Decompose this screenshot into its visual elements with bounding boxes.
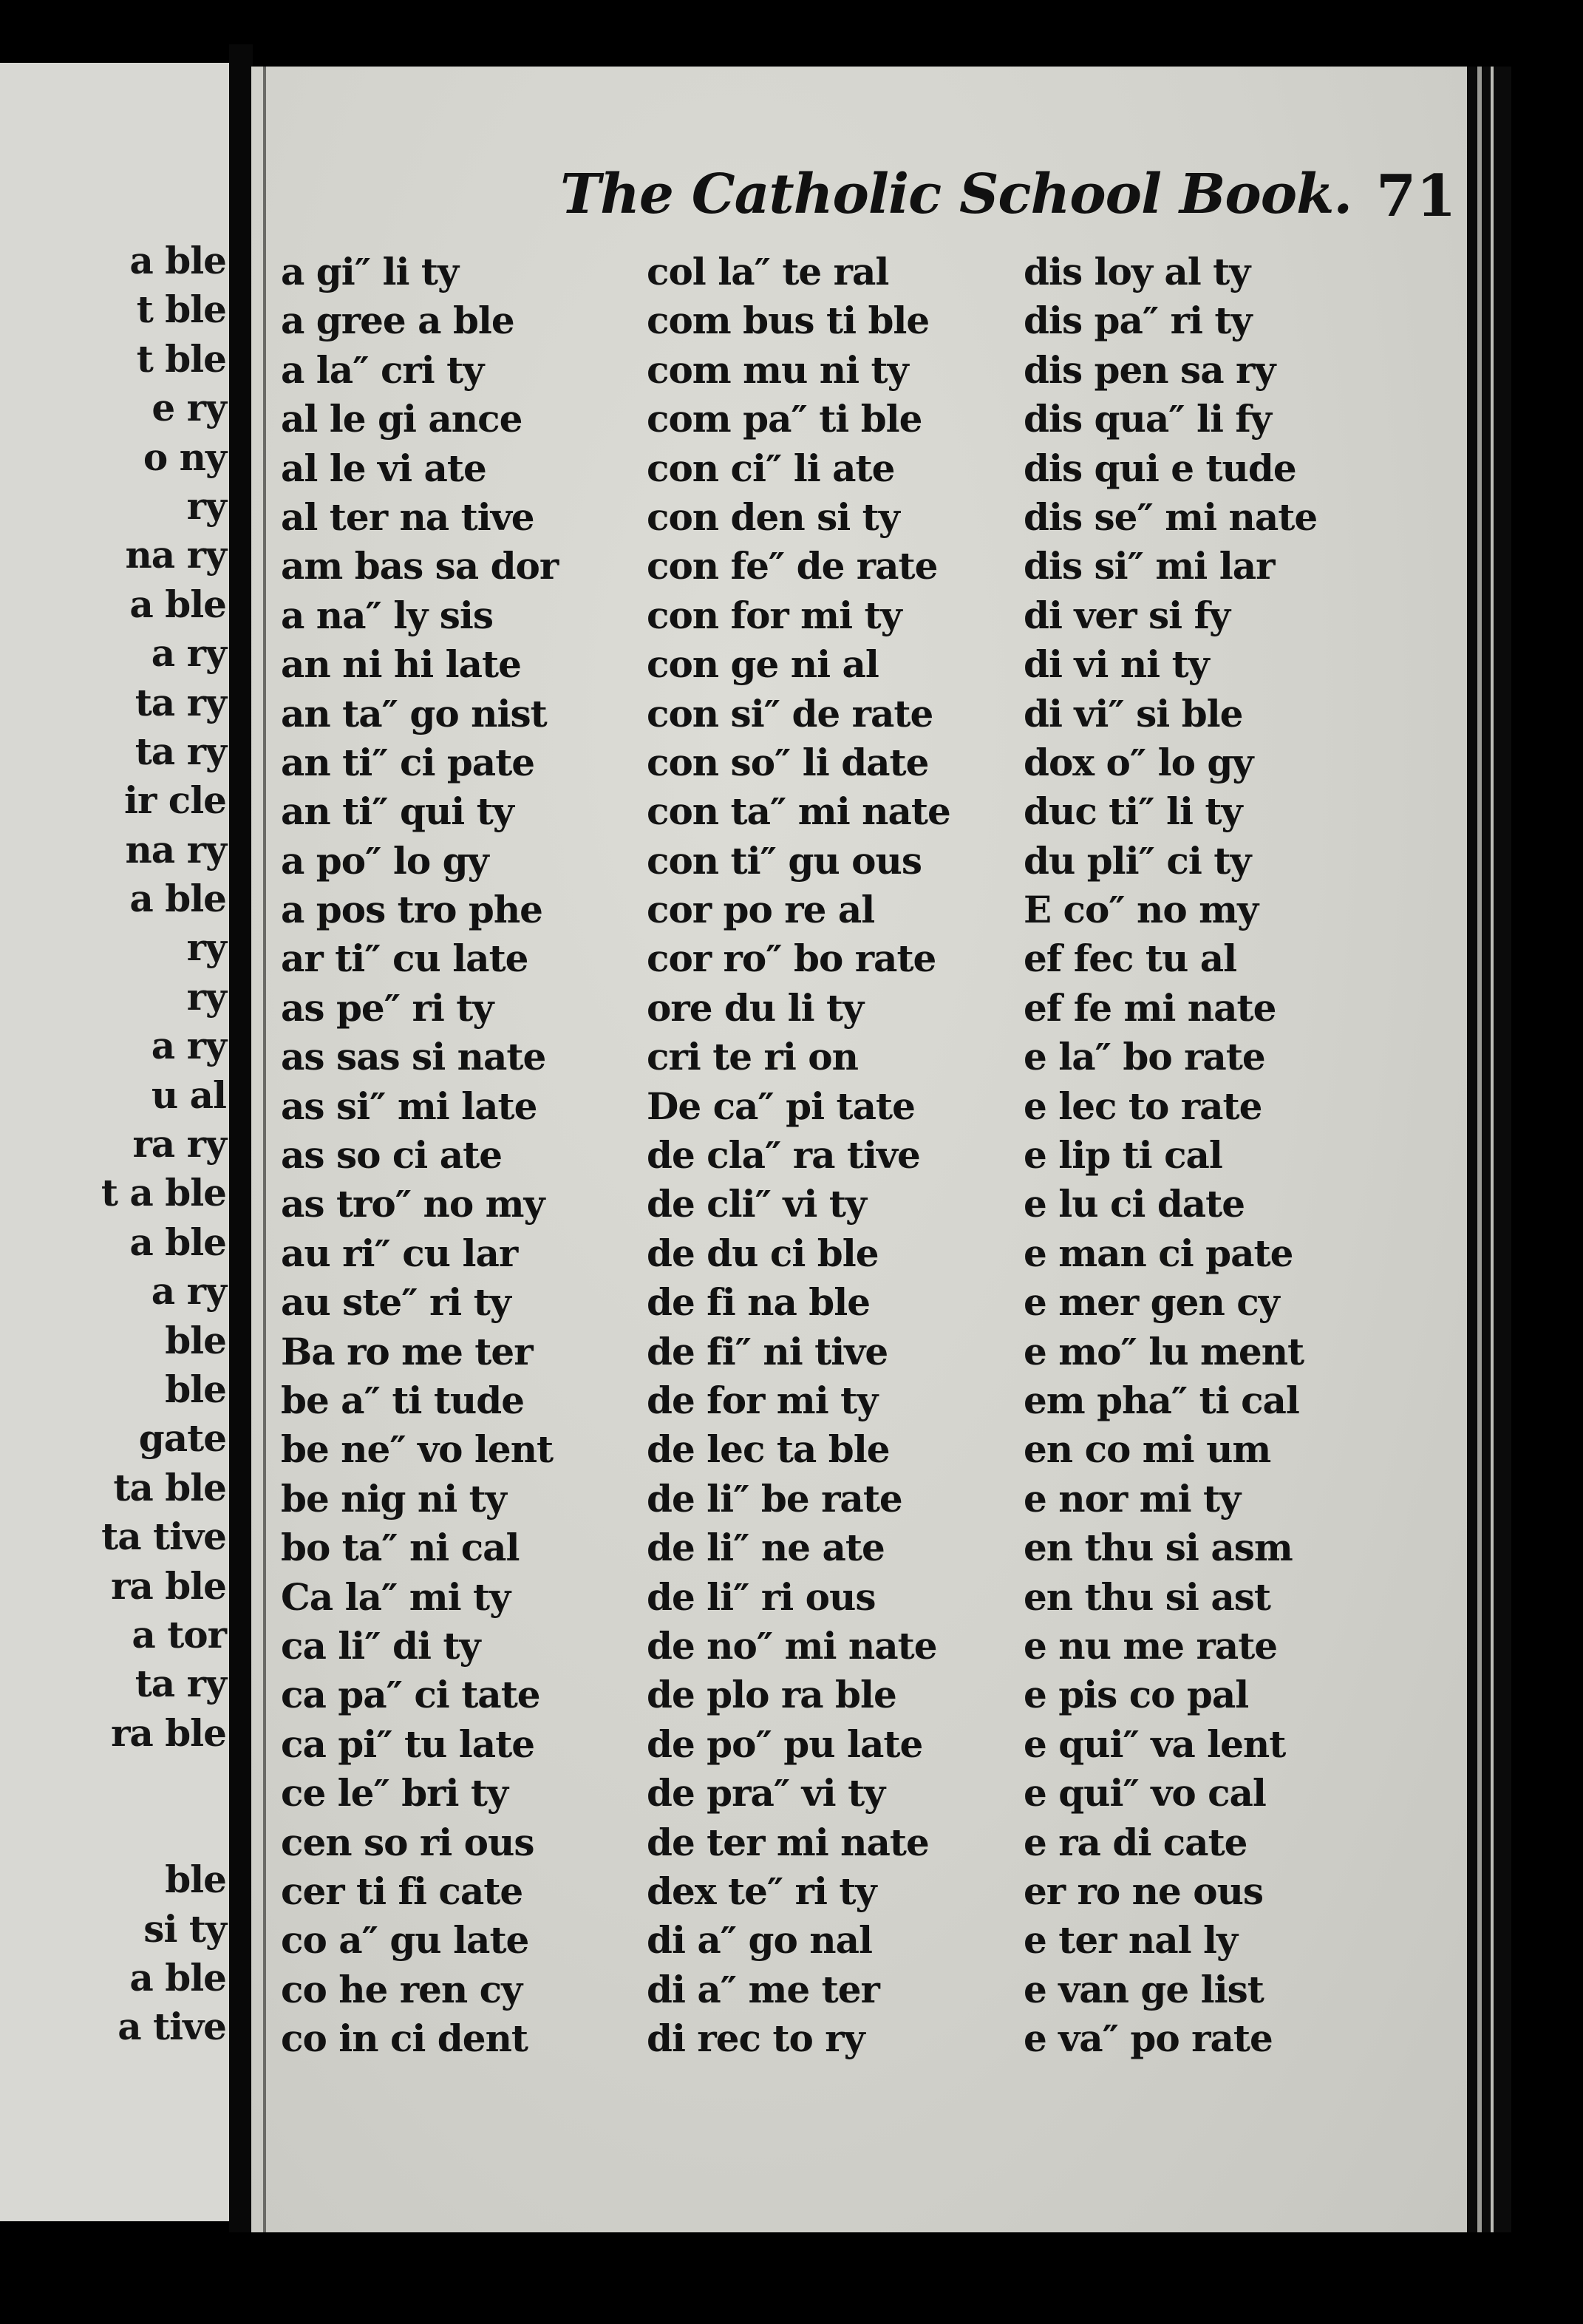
- page-edge-strip-outer: [1491, 67, 1494, 2232]
- word-line: a gi″ li ty: [281, 250, 459, 293]
- word-line: ra ble: [111, 1563, 226, 1608]
- word-line: de cli″ vi ty: [647, 1182, 866, 1226]
- word-line: a ble: [129, 1220, 226, 1264]
- word-line: di a″ me ter: [647, 1967, 879, 2011]
- word-line: de lec ta ble: [647, 1427, 890, 1472]
- word-line: du pli″ ci ty: [1024, 838, 1251, 883]
- word-line: ta ry: [135, 680, 226, 724]
- word-line: e mer gen cy: [1024, 1280, 1279, 1325]
- word-line: al ter na tive: [281, 495, 534, 539]
- word-line: ble: [165, 1367, 226, 1411]
- word-line: com bus ti ble: [647, 299, 930, 343]
- word-line: de plo ra ble: [647, 1673, 896, 1717]
- word-line: ry: [186, 974, 226, 1019]
- word-line: dis pen sa ry: [1024, 347, 1276, 392]
- word-line: e van ge list: [1024, 1967, 1264, 2011]
- word-line: e lec to rate: [1024, 1084, 1262, 1128]
- word-line: au ste″ ri ty: [281, 1280, 511, 1325]
- word-line: dis qui e tude: [1024, 446, 1296, 490]
- left-page-blank-gap: [0, 1758, 226, 1855]
- word-line: na ry: [125, 533, 226, 577]
- word-line: a ble: [129, 239, 226, 282]
- word-line: a tor: [132, 1612, 226, 1657]
- word-line: t ble: [136, 288, 226, 332]
- word-line: ef fec tu al: [1024, 937, 1237, 981]
- word-line: ry: [186, 925, 226, 970]
- word-line: e la″ bo rate: [1024, 1035, 1265, 1079]
- word-line: con ge ni al: [647, 642, 879, 687]
- word-line: am bas sa dor: [281, 544, 559, 588]
- word-line: as so ci ate: [281, 1133, 503, 1178]
- word-line: gate: [138, 1416, 226, 1461]
- word-line: ce le″ bri ty: [281, 1771, 508, 1815]
- word-line: bo ta″ ni cal: [281, 1526, 520, 1570]
- word-line: di vi″ si ble: [1024, 691, 1243, 735]
- word-line: en thu si ast: [1024, 1574, 1270, 1619]
- word-line: si ty: [143, 1906, 226, 1951]
- word-line: ta ble: [113, 1465, 226, 1509]
- word-column-3: [1024, 248, 1317, 2063]
- word-line: an ti″ qui ty: [281, 789, 514, 834]
- word-line: as si″ mi late: [281, 1084, 537, 1128]
- word-line: co he ren cy: [281, 1967, 522, 2011]
- word-line: ca pa″ ci tate: [281, 1673, 540, 1717]
- left-page-lines-bottom: [0, 1855, 226, 2052]
- word-line: ca li″ di ty: [281, 1623, 480, 1668]
- word-line: a ry: [151, 631, 226, 676]
- word-line: al le vi ate: [281, 446, 486, 490]
- word-line: dex te″ ri ty: [647, 1869, 876, 1913]
- word-line: as sas si nate: [281, 1035, 546, 1079]
- word-line: ta ry: [135, 729, 226, 773]
- word-line: De ca″ pi tate: [647, 1084, 915, 1128]
- word-line: e man ci pate: [1024, 1231, 1293, 1275]
- word-line: de no″ mi nate: [647, 1623, 937, 1668]
- word-line: as pe″ ri ty: [281, 985, 494, 1030]
- word-line: e mo″ lu ment: [1024, 1329, 1304, 1373]
- word-line: de for mi ty: [647, 1378, 878, 1422]
- word-line: a ble: [129, 582, 226, 626]
- word-line: e ra di cate: [1024, 1820, 1247, 1864]
- word-line: cor ro″ bo rate: [647, 937, 936, 981]
- word-line: con ci″ li ate: [647, 446, 895, 490]
- word-line: de fi″ ni tive: [647, 1329, 888, 1373]
- word-column-2: [647, 248, 950, 2063]
- word-line: dis loy al ty: [1024, 250, 1250, 293]
- word-line: ra ry: [132, 1122, 226, 1166]
- page-header: [251, 163, 1467, 251]
- word-line: au ri″ cu lar: [281, 1231, 518, 1275]
- page-edge-strip: [1477, 67, 1482, 2232]
- word-line: cer ti fi cate: [281, 1869, 523, 1913]
- word-line: e qui″ vo cal: [1024, 1771, 1266, 1815]
- word-line: de du ci ble: [647, 1231, 879, 1275]
- word-line: ca pi″ tu late: [281, 1722, 535, 1766]
- word-line: en co mi um: [1024, 1427, 1271, 1472]
- word-line: dis si″ mi lar: [1024, 544, 1275, 588]
- word-line: o ny: [143, 435, 226, 479]
- word-line: be ne″ vo lent: [281, 1427, 554, 1472]
- word-line: com mu ni ty: [647, 347, 908, 392]
- word-line: di ver si fy: [1024, 593, 1230, 637]
- word-line: em pha″ ti cal: [1024, 1378, 1299, 1422]
- word-line: E co″ no my: [1024, 888, 1259, 932]
- word-line: t ble: [136, 336, 226, 381]
- word-line: Ba ro me ter: [281, 1329, 533, 1373]
- word-line: ry: [186, 483, 226, 528]
- word-line: de li″ be rate: [647, 1476, 902, 1521]
- word-line: ore du li ty: [647, 985, 864, 1030]
- word-line: an ni hi late: [281, 642, 521, 687]
- word-line: cri te ri on: [647, 1035, 858, 1079]
- word-line: ta tive: [101, 1515, 226, 1559]
- word-line: duc ti″ li ty: [1024, 789, 1242, 834]
- word-line: en thu si asm: [1024, 1526, 1293, 1570]
- word-line: con fe″ de rate: [647, 544, 938, 588]
- word-line: di vi ni ty: [1024, 642, 1209, 687]
- word-line: con for mi ty: [647, 593, 902, 637]
- word-line: ef fe mi nate: [1024, 985, 1276, 1030]
- word-line: ble: [165, 1318, 226, 1362]
- word-line: di a″ go nal: [647, 1918, 872, 1963]
- word-line: e ry: [152, 386, 226, 430]
- left-page-fragment: [0, 63, 229, 2221]
- word-line: con ti″ gu ous: [647, 838, 922, 883]
- word-line: cor po re al: [647, 888, 875, 932]
- word-line: a gree a ble: [281, 299, 514, 343]
- word-line: a ble: [129, 877, 226, 921]
- word-line: ta ry: [135, 1662, 226, 1706]
- word-line: con den si ty: [647, 495, 899, 539]
- word-line: co a″ gu late: [281, 1918, 529, 1963]
- word-line: dis qua″ li fy: [1024, 397, 1271, 441]
- word-line: de pra″ vi ty: [647, 1771, 885, 1815]
- word-column-1: [281, 248, 558, 2063]
- word-line: e nor mi ty: [1024, 1476, 1241, 1521]
- running-title: The Catholic School Book.: [560, 163, 1352, 226]
- word-line: con ta″ mi nate: [647, 789, 950, 834]
- word-line: con so″ li date: [647, 740, 929, 784]
- word-line: a ry: [151, 1024, 226, 1068]
- word-line: an ti″ ci pate: [281, 740, 535, 784]
- left-page-text-column: [0, 237, 226, 2052]
- word-line: dis se″ mi nate: [1024, 495, 1318, 539]
- word-line: a la″ cri ty: [281, 347, 484, 392]
- word-line: ble: [165, 1858, 226, 1902]
- word-line: a ry: [151, 1269, 226, 1314]
- word-line: e ter nal ly: [1024, 1918, 1238, 1963]
- left-page-lines-top: [0, 237, 226, 1758]
- word-line: a na″ ly sis: [281, 593, 494, 637]
- word-line: er ro ne ous: [1024, 1869, 1264, 1913]
- page-gutter: [229, 44, 253, 2232]
- word-line: an ta″ go nist: [281, 691, 547, 735]
- word-line: a pos tro phe: [281, 888, 542, 932]
- word-line: dox o″ lo gy: [1024, 740, 1253, 784]
- word-line: de po″ pu late: [647, 1722, 923, 1766]
- word-line: con si″ de rate: [647, 691, 933, 735]
- page-inner-rule: [263, 67, 266, 2232]
- word-line: e va″ po rate: [1024, 2016, 1273, 2061]
- word-line: be nig ni ty: [281, 1476, 506, 1521]
- main-page: [251, 67, 1467, 2232]
- word-line: t a ble: [101, 1171, 226, 1215]
- word-line: e lu ci date: [1024, 1182, 1245, 1226]
- word-line: cen so ri ous: [281, 1820, 534, 1864]
- word-line: de li″ ri ous: [647, 1574, 876, 1619]
- word-line: de fi na ble: [647, 1280, 871, 1325]
- word-line: de li″ ne ate: [647, 1526, 885, 1570]
- word-line: e pis co pal: [1024, 1673, 1249, 1717]
- word-line: co in ci dent: [281, 2016, 528, 2061]
- word-line: a po″ lo gy: [281, 838, 488, 883]
- word-line: e qui″ va lent: [1024, 1722, 1286, 1766]
- word-line: a tive: [118, 2005, 226, 2049]
- word-line: Ca la″ mi ty: [281, 1574, 511, 1619]
- word-line: a ble: [129, 1955, 226, 1999]
- word-line: dis pa″ ri ty: [1024, 299, 1252, 343]
- word-line: u al: [151, 1073, 226, 1117]
- page-number: 71: [1376, 163, 1457, 230]
- word-line: be a″ ti tude: [281, 1378, 525, 1422]
- word-line: de cla″ ra tive: [647, 1133, 920, 1178]
- word-line: e lip ti cal: [1024, 1133, 1222, 1178]
- word-line: com pa″ ti ble: [647, 397, 922, 441]
- word-line: de ter mi nate: [647, 1820, 929, 1864]
- word-line: na ry: [125, 827, 226, 872]
- word-line: as tro″ no my: [281, 1182, 545, 1226]
- right-page-edge: [1467, 67, 1511, 2232]
- word-line: col la″ te ral: [647, 250, 889, 293]
- word-line: ar ti″ cu late: [281, 937, 528, 981]
- word-line: ir cle: [124, 778, 226, 823]
- word-line: di rec to ry: [647, 2016, 865, 2061]
- word-line: al le gi ance: [281, 397, 522, 441]
- word-line: e nu me rate: [1024, 1623, 1278, 1668]
- word-line: ra ble: [111, 1710, 226, 1755]
